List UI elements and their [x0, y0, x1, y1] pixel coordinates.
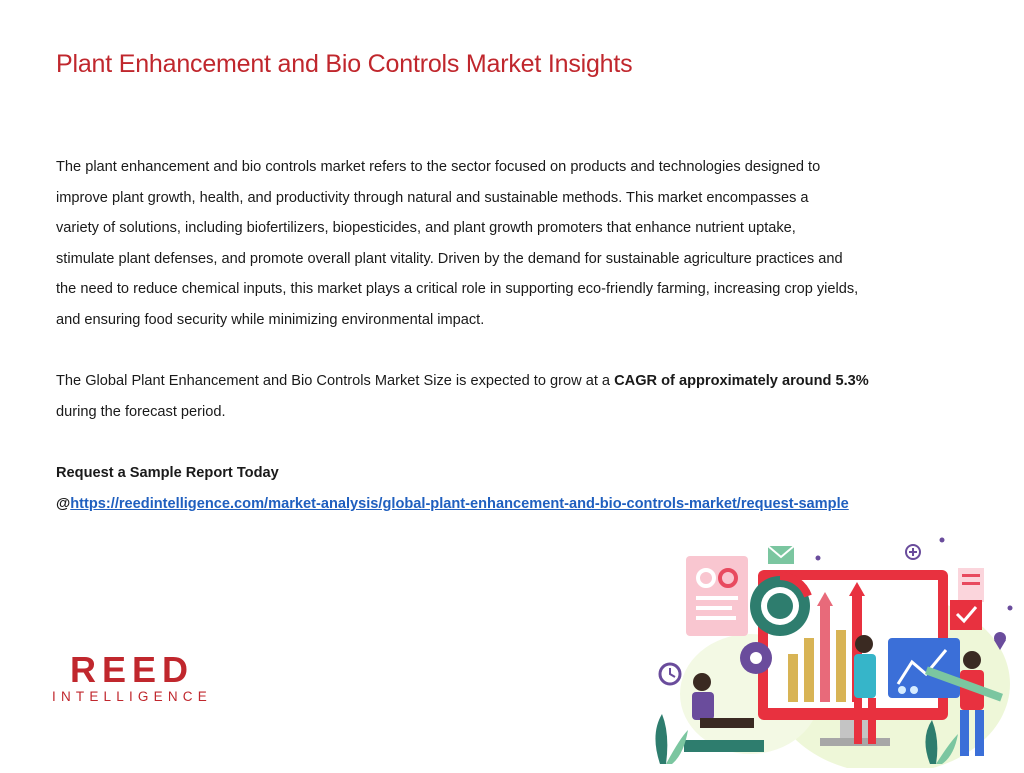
- intro-line: The plant enhancement and bio controls market refers to the sector focused on products and technologies designed to: [56, 159, 821, 175]
- logo-main-text: REED: [70, 649, 195, 690]
- market-analytics-illustration: [640, 534, 1024, 768]
- growth-text-line2: during the forecast period.: [56, 403, 226, 420]
- page-title: Plant Enhancement and Bio Controls Market Insights: [56, 50, 633, 78]
- intro-line: variety of solutions, including biofertilizers, biopesticides, and plant growth promoters that enhance nutrient uptake,: [56, 220, 796, 237]
- intro-line: and ensuring food security while minimizing environmental impact.: [56, 311, 485, 328]
- logo-sub-text: INTELLIGENCE: [52, 689, 212, 704]
- cta-block: [56, 458, 956, 519]
- intro-line: the need to reduce chemical inputs, this market plays a critical role in supporting eco-friendly farming, increasing crop yields,: [56, 281, 859, 298]
- request-sample-link[interactable]: https://reedintelligence.com/market-analysis/global-plant-enhancement-and-bio-controls-market/request-sample: [70, 495, 849, 512]
- growth-paragraph: [56, 366, 956, 427]
- cagr-highlight: CAGR of approximately around 5.3%: [614, 373, 869, 389]
- reed-intelligence-logo: [52, 650, 214, 710]
- cta-prefix: @: [56, 495, 71, 512]
- intro-line: stimulate plant defenses, and promote overall plant vitality. Driven by the demand for sustainable agriculture practices and: [56, 250, 843, 267]
- intro-line: improve plant growth, health, and productivity through natural and sustainable methods. This market encompasses a: [56, 189, 809, 206]
- growth-text: The Global Plant Enhancement and Bio Controls Market Size is expected to grow at a: [56, 373, 615, 389]
- intro-paragraph: [56, 152, 956, 336]
- cta-label: Request a Sample Report Today: [56, 465, 279, 481]
